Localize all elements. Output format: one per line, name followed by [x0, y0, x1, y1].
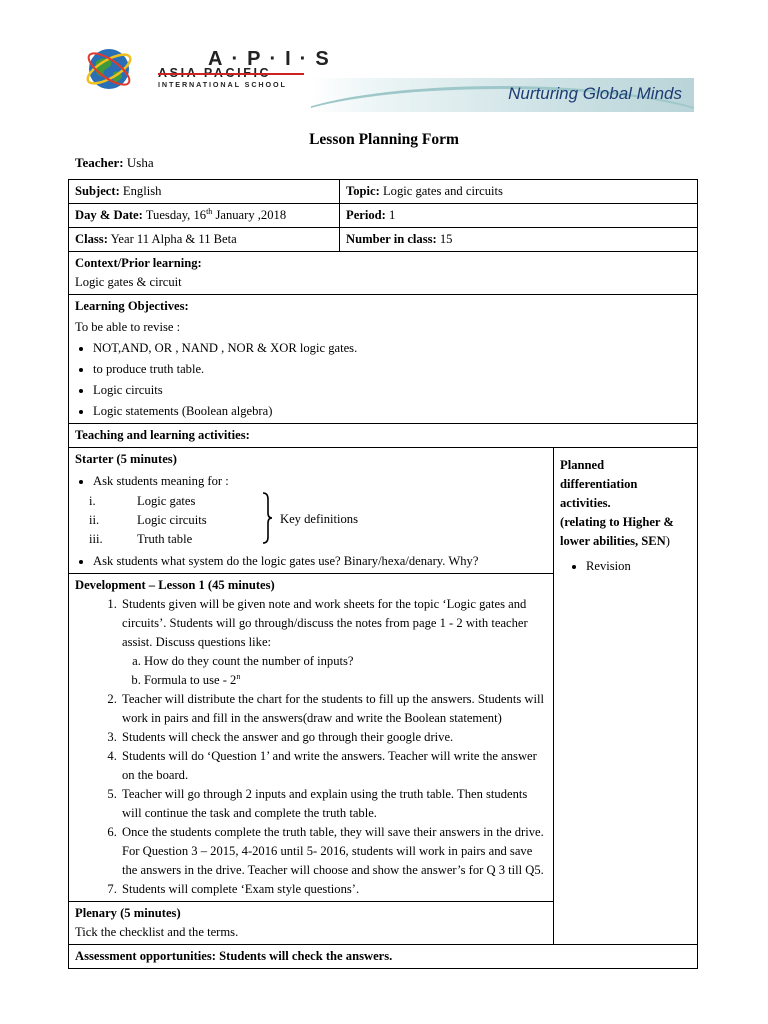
list-item: 2. Teacher will distribute the chart for the students to fill up the answers. Students will work in pairs and fill in the answers(draw and write the Boolean statement): [120, 690, 547, 728]
day-date-label: Day & Date:: [75, 208, 143, 222]
period-value: 1: [385, 208, 396, 222]
table-row: [69, 295, 698, 424]
teacher-value: Usha: [123, 155, 154, 170]
list-item: a. How do they count the number of inputs?: [144, 652, 547, 671]
term-number: i.: [89, 494, 96, 508]
objectives-list: [75, 339, 691, 421]
topic-cell: [340, 180, 698, 204]
differentiation-title-2: differentiation: [560, 477, 638, 491]
list-item: 5. Teacher will go through 2 inputs and explain using the truth table. Then students will continue the task and complete the truth table.: [120, 785, 547, 823]
list-item: 4. Students will do ‘Question 1’ and write the answers. Teacher will write the answer on the board.: [120, 747, 547, 785]
class-value: Year 11 Alpha & 11 Beta: [107, 232, 237, 246]
table-row: [69, 448, 698, 574]
starter-label: Starter (5 minutes): [75, 452, 177, 466]
topic-value: Logic gates and circuits: [379, 184, 503, 198]
differentiation-title-3: activities.: [560, 496, 611, 510]
list-item: • Logic statements (Boolean algebra): [93, 402, 691, 421]
list-item: • Ask students what system do the logic gates use? Binary/hexa/denary. Why?: [93, 552, 547, 571]
objectives-label: Learning Objectives:: [75, 299, 189, 313]
day-date-value-post: January ,2018: [212, 208, 287, 222]
class-label: Class:: [75, 232, 108, 246]
formula-exponent: n: [236, 671, 241, 681]
list-item: [120, 595, 547, 690]
teacher-label: Teacher:: [75, 155, 124, 170]
list-item: 6. Once the students complete the truth table, they will save their answers in the drive. For Question 3 – 2015, 4-2016 until 5- 2016, students will work in pairs and save the answers in the drive. Teacher will choose and show the answer’s for Q 3 till Q5.: [120, 823, 547, 880]
school-name-line2: INTERNATIONAL SCHOOL: [158, 80, 287, 89]
table-row: [69, 180, 698, 204]
objectives-intro: To be able to revise :: [75, 320, 181, 334]
term-text: Truth table: [137, 532, 193, 546]
number-in-class-label: Number in class:: [346, 232, 437, 246]
term-row: [89, 492, 195, 511]
formula-text: Formula to use - 2: [144, 673, 237, 687]
development-steps: [75, 595, 547, 899]
globe-logo-icon: [84, 44, 134, 94]
differentiation-title-1: Planned: [560, 458, 605, 472]
period-label: Period:: [346, 208, 386, 222]
plenary-text: Tick the checklist and the terms.: [75, 925, 239, 939]
differentiation-cell: [554, 448, 698, 945]
plenary-label: Plenary (5 minutes): [75, 906, 181, 920]
table-row: [69, 252, 698, 295]
development-cell: [69, 574, 554, 902]
right-brace-icon: [262, 492, 272, 544]
list-item: [144, 671, 547, 690]
slogan: Nurturing Global Minds: [508, 84, 682, 103]
plenary-cell: [69, 902, 554, 945]
teacher-line: [75, 155, 154, 171]
context-value: Logic gates & circuit: [75, 275, 182, 289]
differentiation-note-text: (relating to Higher & lower abilities, SEN: [560, 515, 674, 548]
activities-label: Teaching and learning activities:: [69, 424, 698, 448]
subject-label: Subject:: [75, 184, 120, 198]
differentiation-list: [560, 557, 691, 576]
starter-list: [75, 472, 547, 491]
context-cell: [69, 252, 698, 295]
list-item: • to produce truth table.: [93, 360, 691, 379]
logo-rule: [158, 73, 304, 75]
table-row: [69, 228, 698, 252]
slogan-banner: [311, 78, 694, 112]
objectives-cell: [69, 295, 698, 424]
step-text: Students given will be given note and work sheets for the topic ‘Logic gates and circuits’. Students will go through/discuss the notes from page 1 - 2 with teacher assist. Discuss questions like:: [122, 597, 528, 649]
sub-questions: [122, 652, 547, 690]
school-logo-letters: A·P·I·S: [208, 48, 338, 70]
subject-value: English: [119, 184, 162, 198]
table-row: [69, 945, 698, 969]
day-date-sup: th: [206, 206, 213, 216]
class-cell: [69, 228, 340, 252]
term-row: [89, 530, 192, 549]
term-text: Logic circuits: [137, 513, 207, 527]
differentiation-note-end: ): [665, 534, 670, 548]
key-definitions-label: Key definitions: [280, 512, 358, 526]
topic-label: Topic:: [346, 184, 380, 198]
definition-terms: [75, 492, 547, 550]
list-item: • Ask students meaning for :: [93, 472, 547, 491]
period-cell: [340, 204, 698, 228]
day-date-cell: [69, 204, 340, 228]
lesson-plan-table: [68, 179, 698, 969]
list-item: 7. Students will complete ‘Exam style questions’.: [120, 880, 547, 899]
list-item: • NOT,AND, OR , NAND , NOR & XOR logic gates.: [93, 339, 691, 358]
assessment-cell: Assessment opportunities: Students will check the answers.: [69, 945, 698, 969]
table-row: [69, 204, 698, 228]
starter-cell: [69, 448, 554, 574]
term-text: Logic gates: [137, 494, 196, 508]
context-label: Context/Prior learning:: [75, 256, 202, 270]
subject-cell: [69, 180, 340, 204]
differentiation-note: [560, 513, 691, 551]
table-row: [69, 424, 698, 448]
term-row: [89, 511, 207, 530]
term-number: iii.: [89, 532, 103, 546]
number-in-class-value: 15: [436, 232, 453, 246]
day-date-value-pre: Tuesday, 16: [142, 208, 207, 222]
list-item: 3. Students will check the answer and go through their google drive.: [120, 728, 547, 747]
page-title: Lesson Planning Form: [309, 131, 459, 148]
list-item: • Logic circuits: [93, 381, 691, 400]
term-number: ii.: [89, 513, 100, 527]
number-in-class-cell: [340, 228, 698, 252]
starter-list-2: [75, 552, 547, 571]
list-item: • Revision: [586, 557, 691, 576]
development-label: Development – Lesson 1 (45 minutes): [75, 578, 275, 592]
school-header: [78, 40, 694, 114]
